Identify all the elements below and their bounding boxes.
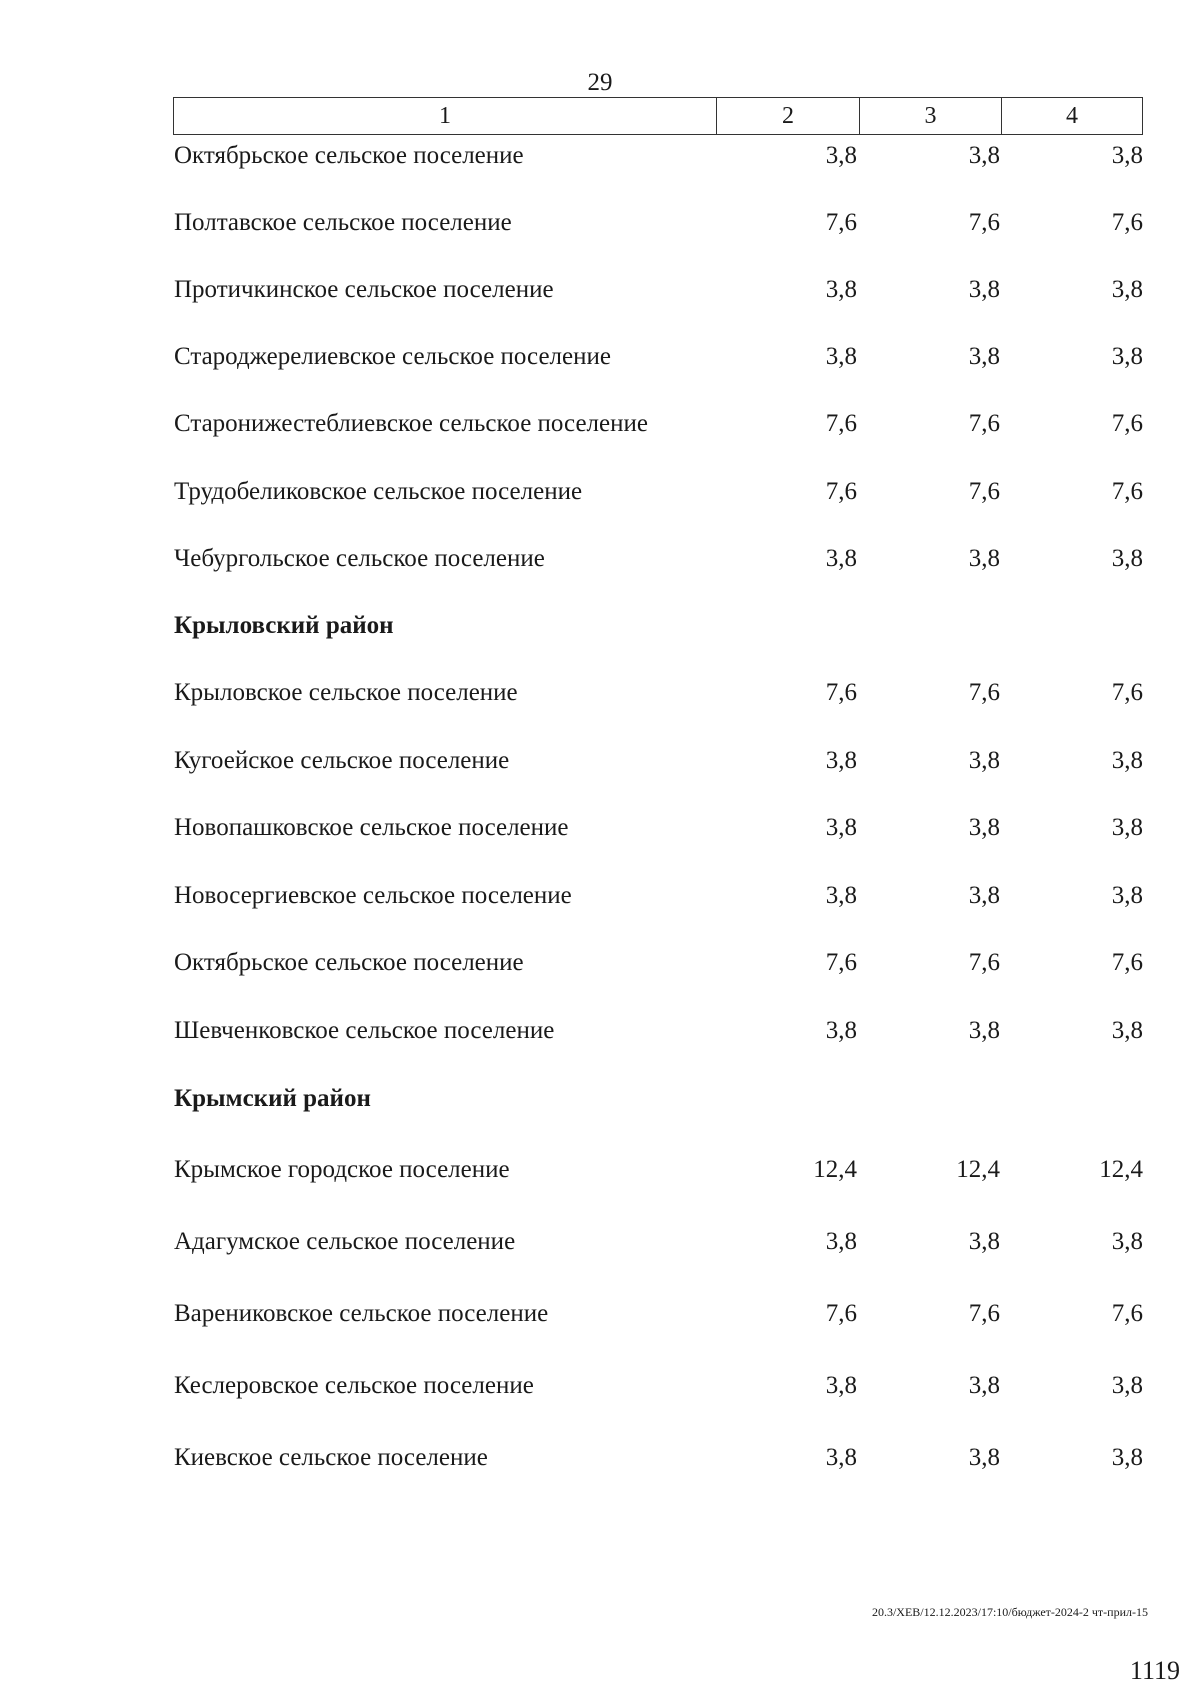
table-row (0, 404, 1200, 444)
section-heading-row (0, 606, 1200, 646)
value-col-4: 3,8 (1111, 814, 1143, 841)
value-col-2: 3,8 (825, 1444, 857, 1471)
settlement-name: Протичкинское сельское поселение (174, 276, 554, 303)
settlement-name: Трудобеликовское сельское поселение (174, 478, 583, 505)
value-col-3: 3,8 (968, 747, 1000, 774)
table-row (0, 337, 1200, 377)
value-col-3: 7,6 (968, 1300, 1000, 1327)
value-col-4: 3,8 (1111, 1228, 1143, 1255)
value-col-2: 3,8 (825, 1372, 857, 1399)
value-col-2: 3,8 (825, 545, 857, 572)
value-col-3: 12,4 (956, 1156, 1000, 1183)
settlement-name: Октябрьское сельское поселение (174, 949, 524, 976)
table-row (0, 203, 1200, 243)
value-col-3: 3,8 (968, 1017, 1000, 1044)
value-col-2: 7,6 (825, 478, 857, 505)
header-cell-4: 4 (1066, 102, 1078, 129)
table-row (0, 1294, 1200, 1334)
value-col-2: 12,4 (813, 1156, 857, 1183)
header-cell-3: 3 (860, 98, 1002, 134)
value-col-3: 3,8 (968, 814, 1000, 841)
value-col-3: 3,8 (968, 1228, 1000, 1255)
settlement-name: Новопашковское сельское поселение (174, 814, 569, 841)
section-heading: Крыловский район (174, 612, 394, 639)
value-col-4: 7,6 (1111, 679, 1143, 706)
value-col-2: 3,8 (825, 276, 857, 303)
value-col-4: 3,8 (1111, 142, 1143, 169)
page-number-top: 29 (587, 69, 613, 96)
settlement-name: Крыловское сельское поселение (174, 679, 518, 706)
value-col-3: 7,6 (968, 209, 1000, 236)
table-row (0, 1366, 1200, 1406)
settlement-name: Октябрьское сельское поселение (174, 142, 524, 169)
settlement-name: Старонижестеблиевское сельское поселение (174, 410, 648, 437)
value-col-4: 3,8 (1111, 343, 1143, 370)
value-col-2: 7,6 (825, 679, 857, 706)
value-col-2: 3,8 (825, 814, 857, 841)
value-col-2: 3,8 (825, 142, 857, 169)
page-number-bottom: 1119 (1129, 1656, 1180, 1685)
value-col-3: 7,6 (968, 410, 1000, 437)
table-row (0, 943, 1200, 983)
value-col-3: 3,8 (968, 276, 1000, 303)
value-col-2: 7,6 (825, 949, 857, 976)
value-col-2: 3,8 (825, 1228, 857, 1255)
value-col-4: 3,8 (1111, 1017, 1143, 1044)
table-row (0, 472, 1200, 512)
value-col-4: 3,8 (1111, 276, 1143, 303)
value-col-4: 7,6 (1111, 478, 1143, 505)
settlement-name: Киевское сельское поселение (174, 1444, 488, 1471)
value-col-3: 3,8 (968, 882, 1000, 909)
value-col-3: 3,8 (968, 545, 1000, 572)
section-heading: Крымский район (174, 1085, 371, 1112)
value-col-3: 7,6 (968, 949, 1000, 976)
settlement-name: Кеслеровское сельское поселение (174, 1372, 534, 1399)
table-row (0, 741, 1200, 781)
value-col-2: 7,6 (825, 410, 857, 437)
settlement-name: Шевченковское сельское поселение (174, 1017, 555, 1044)
value-col-2: 7,6 (825, 209, 857, 236)
settlement-name: Варениковское сельское поселение (174, 1300, 549, 1327)
value-col-2: 3,8 (825, 882, 857, 909)
value-col-2: 3,8 (825, 1017, 857, 1044)
value-col-3: 7,6 (968, 478, 1000, 505)
settlement-name: Полтавское сельское поселение (174, 209, 512, 236)
value-col-4: 7,6 (1111, 209, 1143, 236)
value-col-3: 3,8 (968, 142, 1000, 169)
settlement-name: Крымское городское поселение (174, 1156, 510, 1183)
table-row (0, 136, 1200, 176)
value-col-2: 3,8 (825, 343, 857, 370)
header-cell-2: 2 (717, 98, 860, 134)
value-col-4: 7,6 (1111, 1300, 1143, 1327)
value-col-4: 3,8 (1111, 1444, 1143, 1471)
table-row (0, 673, 1200, 713)
table-row (0, 1150, 1200, 1190)
value-col-4: 3,8 (1111, 1372, 1143, 1399)
table-row (0, 539, 1200, 579)
settlement-name: Чебургольское сельское поселение (174, 545, 545, 572)
table-row (0, 270, 1200, 310)
value-col-3: 7,6 (968, 679, 1000, 706)
table-row (0, 808, 1200, 848)
value-col-3: 3,8 (968, 1372, 1000, 1399)
value-col-2: 3,8 (825, 747, 857, 774)
value-col-4: 3,8 (1111, 882, 1143, 909)
section-heading-row (0, 1079, 1200, 1119)
table-row (0, 1222, 1200, 1262)
table-row (0, 1011, 1200, 1051)
settlement-name: Кугоейское сельское поселение (174, 747, 510, 774)
value-col-4: 12,4 (1099, 1156, 1143, 1183)
footer-document-code: 20.3/ХЕВ/12.12.2023/17:10/бюджет-2024-2 чт-прил-15 (871, 1605, 1148, 1619)
value-col-3: 3,8 (968, 1444, 1000, 1471)
settlement-name: Новосергиевское сельское поселение (174, 882, 572, 909)
table-row (0, 876, 1200, 916)
value-col-3: 3,8 (968, 343, 1000, 370)
settlement-name: Староджерелиевское сельское поселение (174, 343, 611, 370)
settlement-name: Адагумское сельское поселение (174, 1228, 516, 1255)
value-col-4: 7,6 (1111, 949, 1143, 976)
table-row (0, 1438, 1200, 1478)
value-col-2: 7,6 (825, 1300, 857, 1327)
header-cell-1: 1 (174, 98, 717, 134)
value-col-4: 3,8 (1111, 545, 1143, 572)
value-col-4: 3,8 (1111, 747, 1143, 774)
value-col-4: 7,6 (1111, 410, 1143, 437)
